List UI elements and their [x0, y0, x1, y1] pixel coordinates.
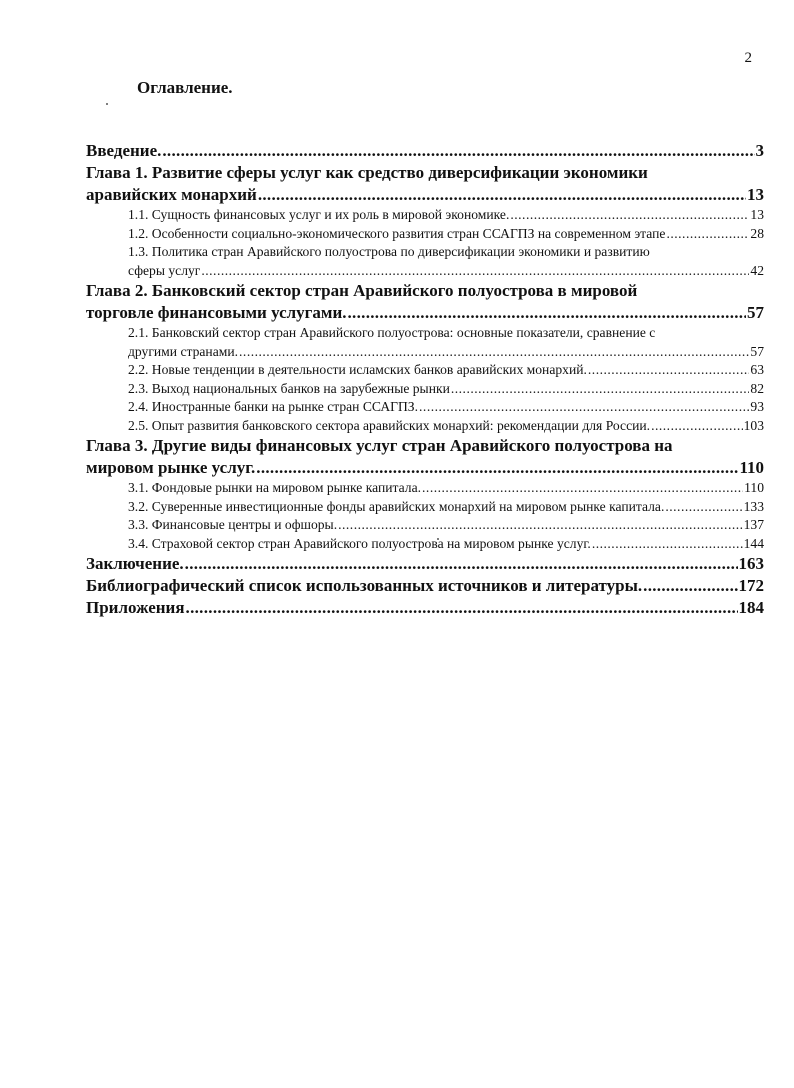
toc-entry-title: 1.1. Сущность финансовых услуг и их роль в мировой экономике.: [128, 207, 510, 222]
toc-dot-leader: [510, 206, 749, 225]
toc-page-number: 110: [744, 480, 764, 495]
toc-dot-leader: [665, 498, 742, 517]
toc-section-entry[interactable]: [86, 324, 764, 361]
toc-dot-leader: [162, 140, 754, 162]
toc-section-entry[interactable]: [86, 498, 764, 517]
toc-section-entry[interactable]: [86, 225, 764, 244]
toc-entry-title: Заключение.: [86, 554, 184, 573]
toc-page-number: 42: [750, 262, 764, 278]
toc-dot-leader: [239, 343, 749, 362]
toc-dot-leader: [451, 380, 750, 399]
toc-entry-first-line: 1.3. Политика стран Аравийского полуострова по диверсификации экономики и развитию: [128, 244, 650, 259]
toc-dot-leader: [588, 361, 750, 380]
toc-entry-title: 3.2. Суверенные инвестиционные фонды аравийских монархий на мировом рынке капитала.: [128, 498, 665, 514]
toc-dot-leader: [185, 553, 738, 575]
toc-section-entry[interactable]: [86, 417, 764, 436]
toc-page-number: 172: [738, 576, 764, 595]
scan-speck: [106, 103, 108, 105]
toc-section-entry[interactable]: [86, 516, 764, 535]
toc-title: Оглавление.: [137, 78, 233, 97]
toc-chapter-entry[interactable]: [86, 162, 764, 206]
toc-section-entry[interactable]: [86, 361, 764, 380]
toc-section-entry[interactable]: [86, 380, 764, 399]
toc-dot-leader: [651, 417, 743, 436]
page-number: 2: [744, 50, 752, 66]
toc-dot-leader: [201, 262, 749, 281]
toc-page-number: 57: [747, 303, 764, 322]
toc-entry-first-line: Глава 3. Другие виды финансовых услуг стран Аравийского полуострова на: [86, 436, 673, 455]
toc-page-number: 144: [743, 535, 764, 551]
toc-dot-leader: [666, 225, 749, 244]
toc-chapter-entry[interactable]: [86, 280, 764, 324]
toc-dot-leader: [186, 597, 738, 619]
toc-entry-title: 1.2. Особенности социально-экономического развития стран ССАГПЗ на современном этапе: [128, 225, 666, 241]
toc-page-number: 57: [750, 343, 764, 359]
toc-entry-title: 2.3. Выход национальных банков на зарубежные рынки: [128, 380, 450, 396]
toc-chapter-entry[interactable]: [86, 140, 764, 162]
toc-chapter-entry[interactable]: [86, 435, 764, 479]
toc-page-number: 103: [743, 417, 764, 433]
toc-entry-title: 3.4. Страховой сектор стран Аравийского полуострова на мировом рынке услуг.: [128, 535, 591, 551]
toc-entry-title: мировом рынке услуг.: [86, 458, 256, 477]
toc-dot-leader: [258, 184, 746, 206]
toc-section-entry[interactable]: [86, 535, 764, 554]
toc-page-number: 93: [750, 399, 764, 414]
toc-entry-title: 2.2. Новые тенденции в деятельности исламских банков аравийских монархий.: [128, 362, 587, 377]
toc-entry-first-line: Глава 2. Банковский сектор стран Аравийского полуострова в мировой: [86, 281, 638, 300]
toc-entry-title: Библиографический список использованных источников и литературы.: [86, 576, 643, 595]
toc-page-number: 13: [750, 207, 764, 222]
table-of-contents: [86, 140, 764, 619]
toc-page-number: 63: [750, 362, 764, 377]
toc-entry-title: другими странами.: [128, 343, 239, 359]
toc-section-entry[interactable]: [86, 398, 764, 417]
toc-dot-leader: [419, 398, 749, 417]
toc-chapter-entry[interactable]: [86, 575, 764, 597]
toc-entry-title: Введение.: [86, 141, 162, 160]
toc-dot-leader: [338, 516, 743, 535]
toc-page-number: 184: [738, 598, 764, 617]
toc-entry-title: 2.4. Иностранные банки на рынке стран ССАГПЗ.: [128, 399, 419, 414]
toc-page-number: 3: [755, 141, 764, 160]
toc-entry-title: торговле финансовыми услугами.: [86, 303, 347, 322]
toc-dot-leader: [256, 457, 738, 479]
toc-page-number: 163: [738, 554, 764, 573]
toc-dot-leader: [592, 535, 743, 554]
toc-dot-leader: [348, 302, 747, 324]
toc-page-number: 82: [750, 380, 764, 396]
toc-section-entry[interactable]: [86, 206, 764, 225]
toc-entry-title: 3.1. Фондовые рынки на мировом рынке капитала.: [128, 480, 422, 495]
toc-entry-first-line: Глава 1. Развитие сферы услуг как средство диверсификации экономики: [86, 163, 648, 182]
toc-entry-title: сферы услуг: [128, 262, 201, 278]
toc-page-number: 28: [750, 225, 764, 241]
toc-entry-title: 2.5. Опыт развития банковского сектора аравийских монархий: рекомендации для России.: [128, 417, 651, 433]
toc-page-number: 133: [743, 498, 764, 514]
toc-entry-title: аравийских монархий: [86, 185, 257, 204]
toc-chapter-entry[interactable]: [86, 553, 764, 575]
toc-page-number: 13: [747, 185, 764, 204]
toc-entry-first-line: 2.1. Банковский сектор стран Аравийского полуострова: основные показатели, сравнение с: [128, 325, 656, 340]
toc-section-entry[interactable]: [86, 243, 764, 280]
toc-dot-leader: [643, 575, 737, 597]
toc-section-entry[interactable]: [86, 479, 764, 498]
toc-page-number: 137: [743, 517, 764, 532]
toc-chapter-entry[interactable]: [86, 597, 764, 619]
toc-dot-leader: [422, 479, 743, 498]
toc-entry-title: 3.3. Финансовые центры и офшоры.: [128, 517, 338, 532]
toc-page-number: 110: [739, 458, 764, 477]
toc-entry-title: Приложения: [86, 598, 185, 617]
